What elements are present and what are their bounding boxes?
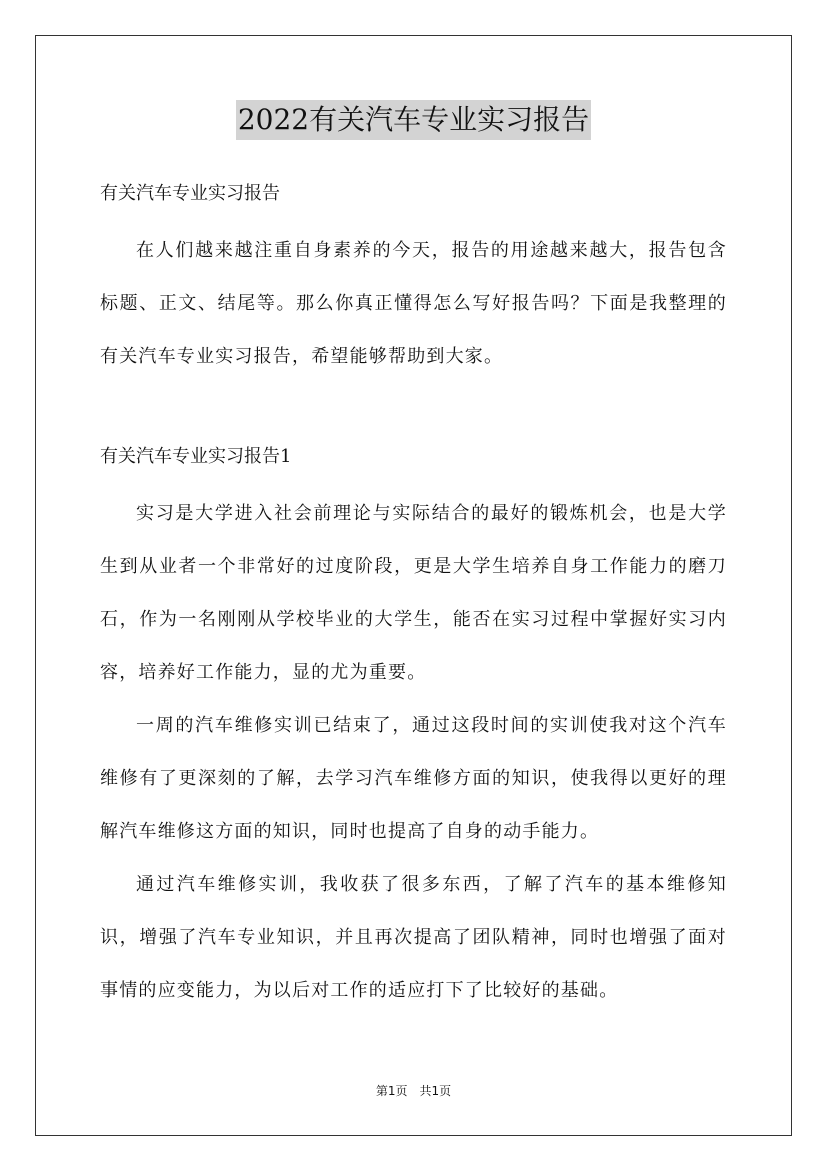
document-title: 2022有关汽车专业实习报告 — [236, 100, 591, 140]
page-footer — [0, 1083, 827, 1099]
document-body — [100, 172, 727, 1017]
body-paragraph: 一周的汽车维修实训已结束了，通过这段时间的实训使我对这个汽车维修有了更深刻的了解，去学习汽车维修方面的知识，使我得以更好的理解汽车维修这方面的知识，同时也提高了自身的动手能力。 — [100, 715, 727, 842]
page-number: 第1页 共1页 — [375, 1084, 452, 1098]
section-heading: 有关汽车专业实习报告1 — [100, 446, 292, 467]
body-paragraph: 通过汽车维修实训，我收获了很多东西，了解了汽车的基本维修知识，增强了汽车专业知识，并且再次提高了团队精神，同时也增强了面对事情的应变能力，为以后对工作的适应打下了比较好的基础。 — [100, 874, 727, 1001]
document-subtitle: 有关汽车专业实习报告 — [100, 183, 280, 204]
title-container — [0, 100, 827, 140]
body-paragraph: 实习是大学进入社会前理论与实际结合的最好的锻炼机会，也是大学生到从业者一个非常好的过度阶段，更是大学生培养自身工作能力的磨刀石，作为一名刚刚从学校毕业的大学生，能否在实习过程中掌握好实习内容，培养好工作能力，显的尤为重要。 — [100, 503, 727, 683]
intro-paragraph: 在人们越来越注重自身素养的今天，报告的用途越来越大，报告包含标题、正文、结尾等。那么你真正懂得怎么写好报告吗？下面是我整理的有关汽车专业实习报告，希望能够帮助到大家。 — [100, 240, 727, 367]
spacer — [100, 479, 727, 487]
spacer — [100, 216, 727, 224]
spacer — [100, 383, 727, 435]
